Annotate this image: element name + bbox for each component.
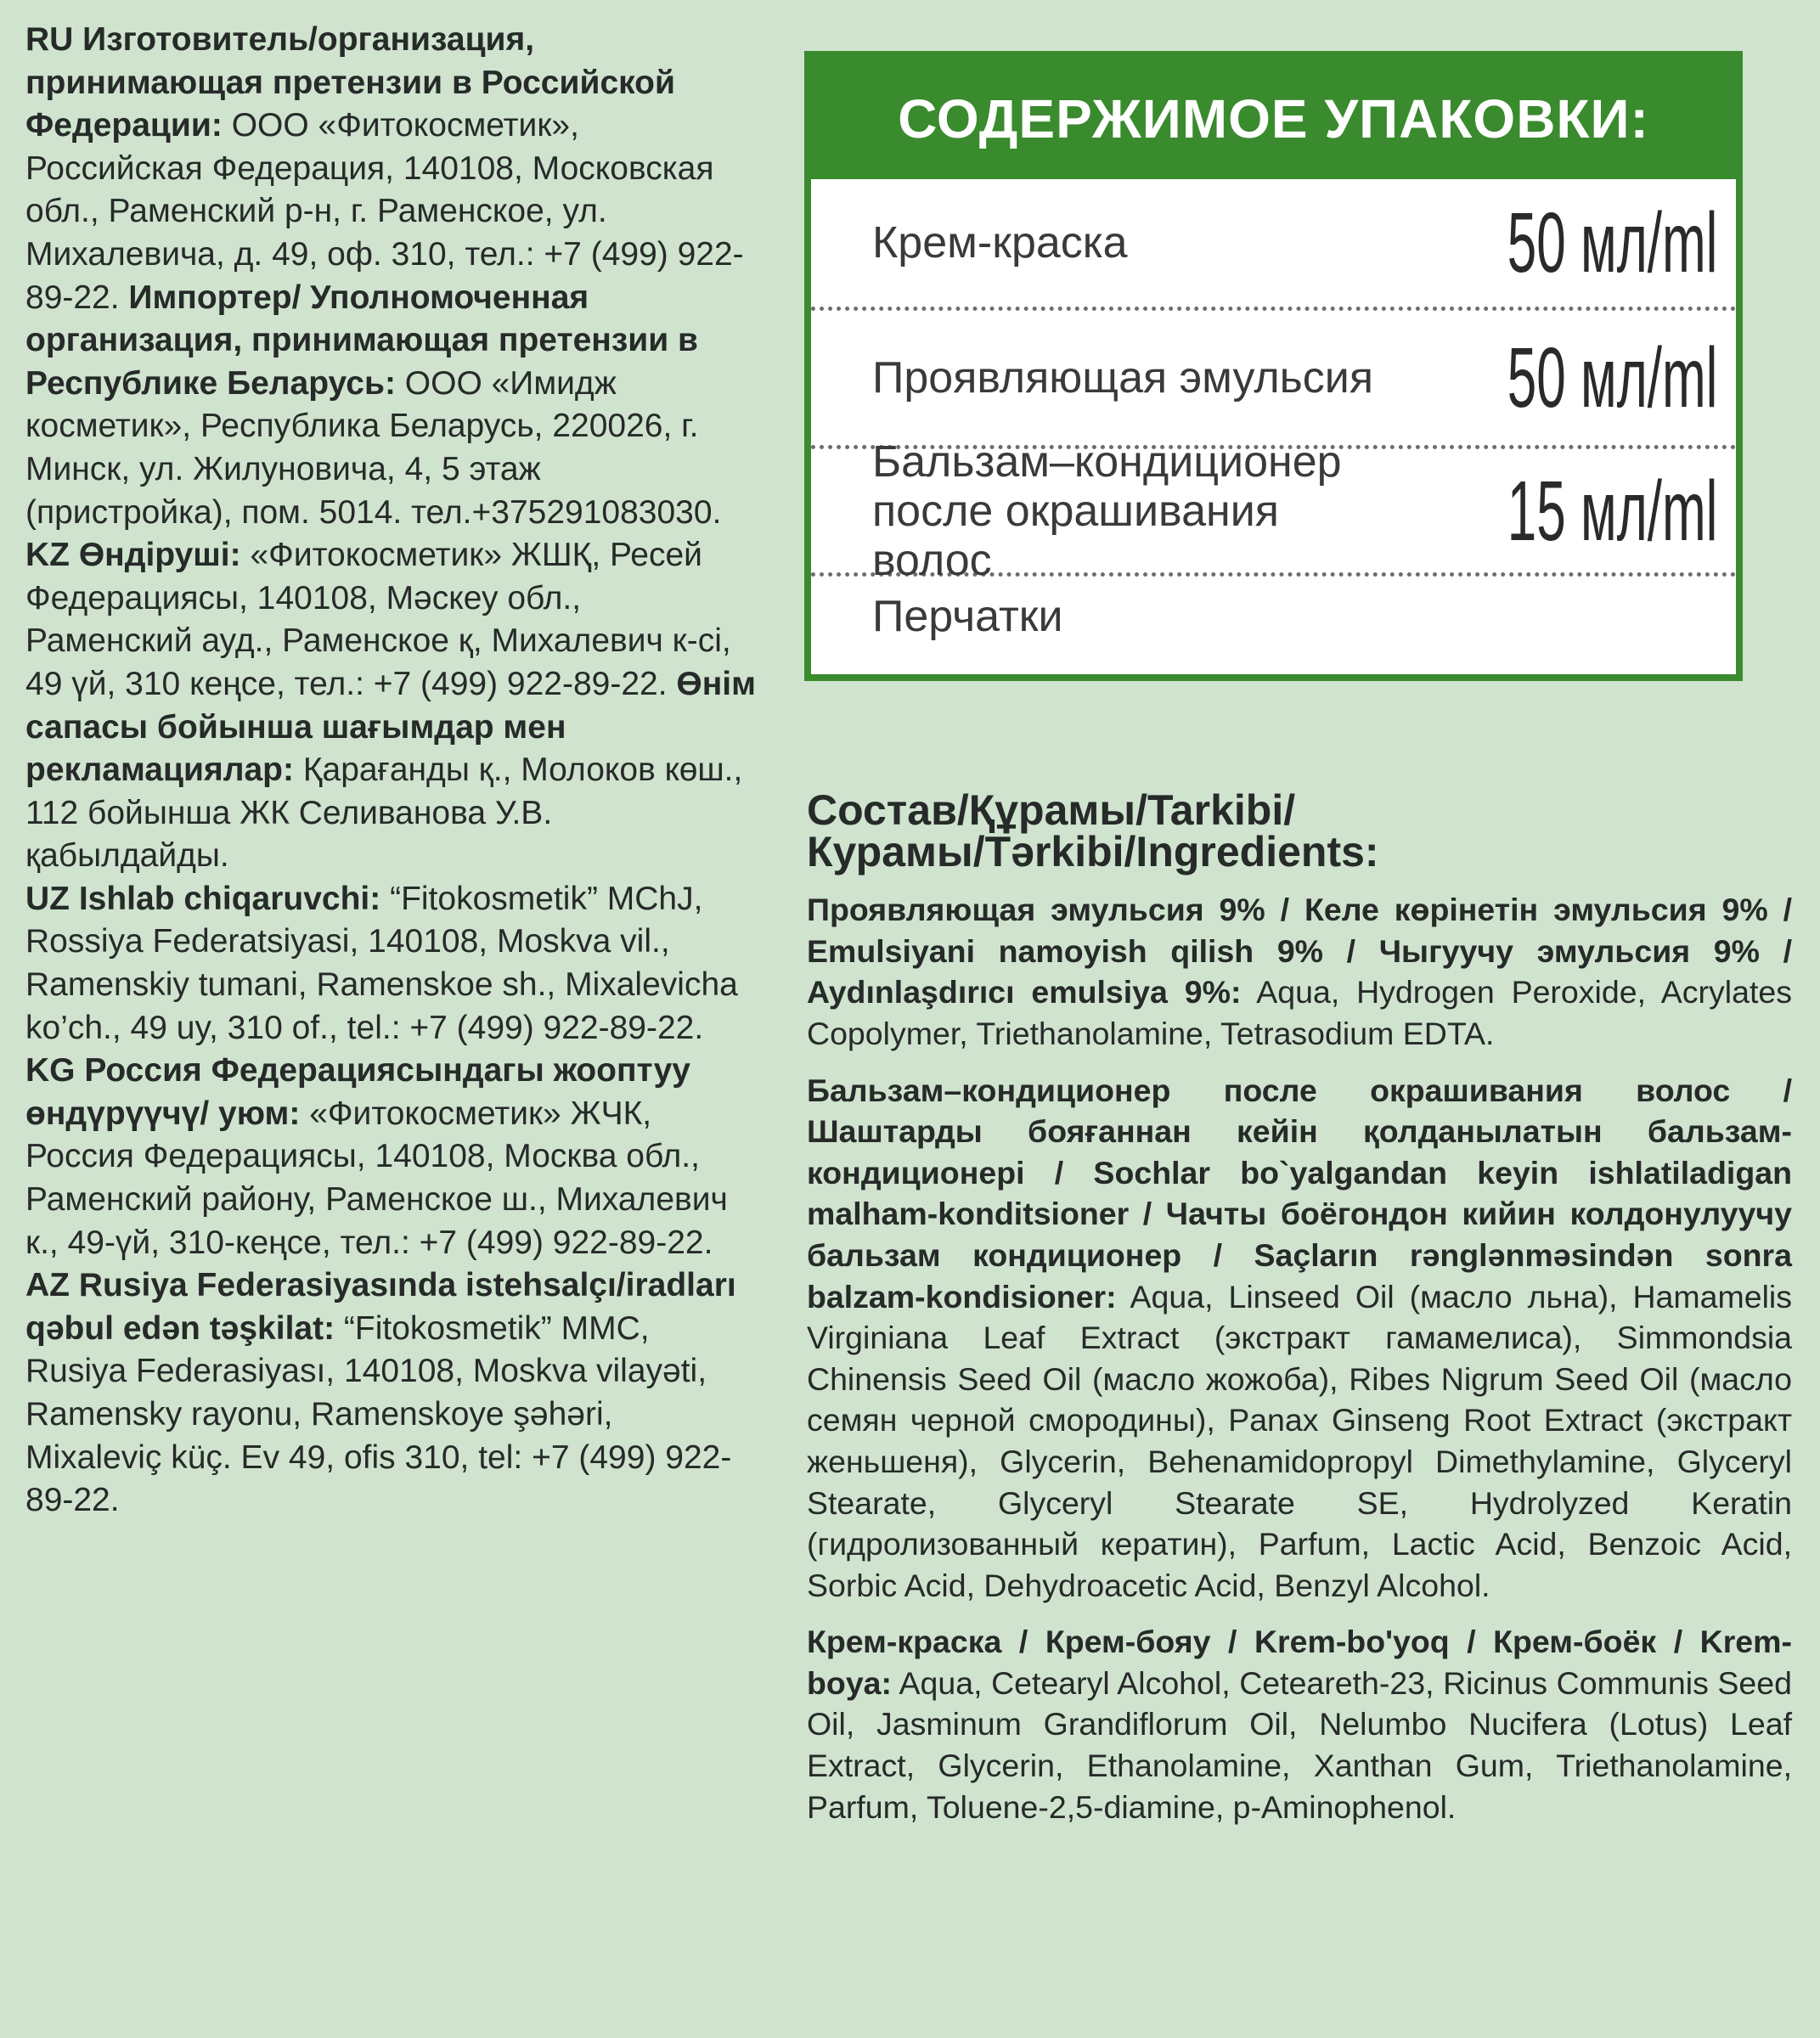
contents-item-qty: 15 мл/ml <box>1507 463 1717 559</box>
contents-item-name: Крем-краска <box>872 218 1128 267</box>
manufacturer-text: ООО «Фитокосметик», Российская Федерация, 140108, Московская обл., Раменский р-н, г. Раменское, ул. Михалевича, д. 49, оф. 310, тел.: +7 (499) 922-89-22. <box>25 107 744 316</box>
contents-item-qty: 50 мл/ml <box>1507 195 1717 290</box>
manufacturer-heading: KG Россия Федерациясындагы жооптуу өндүрүүчү/ уюм: <box>25 1052 690 1132</box>
contents-item-qty: 50 мл/ml <box>1507 330 1717 425</box>
ingredients-list: Aqua, Hydrogen Peroxide, Acrylates Copolymer, Triethanolamine, Tetrasodium EDTA. <box>807 974 1792 1051</box>
contents-item-name: Перчатки <box>872 592 1063 641</box>
complaints-text: Қарағанды қ., Молоков көш., 112 бойынша ЖК Селиванова У.В. қабылдайды. <box>25 752 743 875</box>
manufacturer-heading: UZ Ishlab chiqaruvchi: <box>25 880 381 917</box>
ingredients-section <box>807 786 1792 1843</box>
contents-item-name: Проявляющая эмульсия <box>872 353 1373 403</box>
package-contents-box <box>804 51 1743 681</box>
manufacturer-block-kz <box>25 534 756 878</box>
complaints-heading: Өнім сапасы бойынша шағымдар мен рекламациялар: <box>25 665 756 789</box>
manufacturer-text: “Fitokosmetik” MMC, Rusiya Federasiyası, 140108, Moskva vilayəti, Ramensky rayonu, Ramenskoye şəhəri, Mixaleviç küç. Ev 49, ofis 310, tel: +7 (499) 922-89-22. <box>25 1309 732 1519</box>
manufacturer-heading: KZ Өндіруші: <box>25 537 241 574</box>
ingredients-block-cream-color <box>807 1621 1792 1827</box>
ingredients-block-balm <box>807 1070 1792 1607</box>
importer-text: ООО «Имидж косметик», Республика Беларусь, 220026, г. Минск, ул. Жилуновича, 4, 5 этаж (пристройка), пом. 5014. тел.+375291083030. <box>25 364 722 531</box>
ingredients-heading: Проявляющая эмульсия 9% / Келе көрінетін эмульсия 9% / Emulsiyani namoyish qilish 9% / Чыгуучу эмульсия 9% / Aydınlaşdırıcı emulsiya 9%: <box>807 892 1792 1011</box>
manufacturer-text: “Fitokosmetik” MChJ, Rossiya Federatsiyasi, 140108, Moskva vil., Ramenskiy tumani, Ramenskoe sh., Mixalevicha ko’ch., 49 uy, 310 of., tel.: +7 (499) 922-89-22. <box>25 880 738 1046</box>
ingredients-heading: Бальзам–кондиционер после окрашивания волос / Шаштарды бояғаннан кейін қолданылатын бальзам-кондиционері / Sochlar bo`yalgandan keyin ishlatiladigan malham-konditsioner / Чачты боёгондон кийин колдонулуучу бальзам кондиционер / Saçların rənglənməsindən sonra balzam-kondisioner: <box>807 1072 1792 1315</box>
manufacturer-text: «Фитокосметик» ЖЧК, Россия Федерациясы, 140108, Москва обл., Раменский району, Раменское ш., Михалевич к., 49-үй, 310-кеңсе, тел.: +7 (499) 922-89-22. <box>25 1095 728 1261</box>
manufacturer-block-uz <box>25 878 756 1050</box>
manufacturer-heading: RU Изготовитель/организация, принимающая претензии в Российской Федерации: <box>25 21 675 144</box>
contents-row <box>811 436 1736 585</box>
importer-heading: Импортер/ Уполномоченная организация, принимающая претензии в Республике Беларусь: <box>25 279 698 402</box>
manufacturer-info <box>25 19 756 1523</box>
package-contents-title: СОДЕРЖИМОЕ УПАКОВКИ: <box>811 58 1736 179</box>
manufacturer-block-ru <box>25 19 756 534</box>
manufacturer-text: «Фитокосметик» ЖШҚ, Ресей Федерациясы, 140108, Мәскеу обл., Раменский ауд., Раменское қ, Михалевич к-сі, 49 үй, 310 кеңсе, тел.: +7 (499) 922-89-22. <box>25 537 731 702</box>
ingredients-list: Aqua, Linseed Oil (масло льна), Hamamelis Virginiana Leaf Extract (экстракт гамамелиса), Simmondsia Chinensis Seed Oil (масло жожоба), Ribes Nigrum Seed Oil (масло семян черной смородины), Panax Ginseng Root Extract (экстракт женьшеня), Glycerin, Behenamidopropyl Dimethylamine, Glyceryl Stearate, Glyceryl Stearate SE, Hydrolyzed Keratin (гидролизованный кератин), Parfum, Lactic Acid, Benzoic Acid, Sorbic Acid, Dehydroacetic Acid, Benzyl Alcohol. <box>807 1278 1792 1603</box>
manufacturer-block-az <box>25 1264 756 1523</box>
contents-item-name: Бальзам–кондиционер после окрашивания волос <box>872 436 1342 585</box>
manufacturer-heading: AZ Rusiya Federasiyasında istehsalçı/iradları qəbul edən təşkilat: <box>25 1267 736 1347</box>
contents-row <box>811 577 1736 665</box>
contents-row <box>811 179 1736 311</box>
manufacturer-block-kg <box>25 1050 756 1264</box>
contents-row <box>811 311 1736 449</box>
ingredients-title: Состав/Құрамы/Tarkibi/Курамы/Tərkibi/Ingredients: <box>807 786 1379 875</box>
ingredients-heading: Крем-краска / Крем-бояу / Krem-bo'yoq / Крем-боёк / Krem-boya: <box>807 1624 1792 1701</box>
ingredients-block-emulsion <box>807 889 1792 1054</box>
ingredients-list: Aqua, Cetearyl Alcohol, Ceteareth-23, Ricinus Communis Seed Oil, Jasminum Grandiflorum Oil, Nelumbo Nucifera (Lotus) Leaf Extract, Glycerin, Ethanolamine, Xanthan Gum, Triethanolamine, Parfum, Toluene-2,5-diamine, p-Aminophenol. <box>807 1664 1792 1825</box>
